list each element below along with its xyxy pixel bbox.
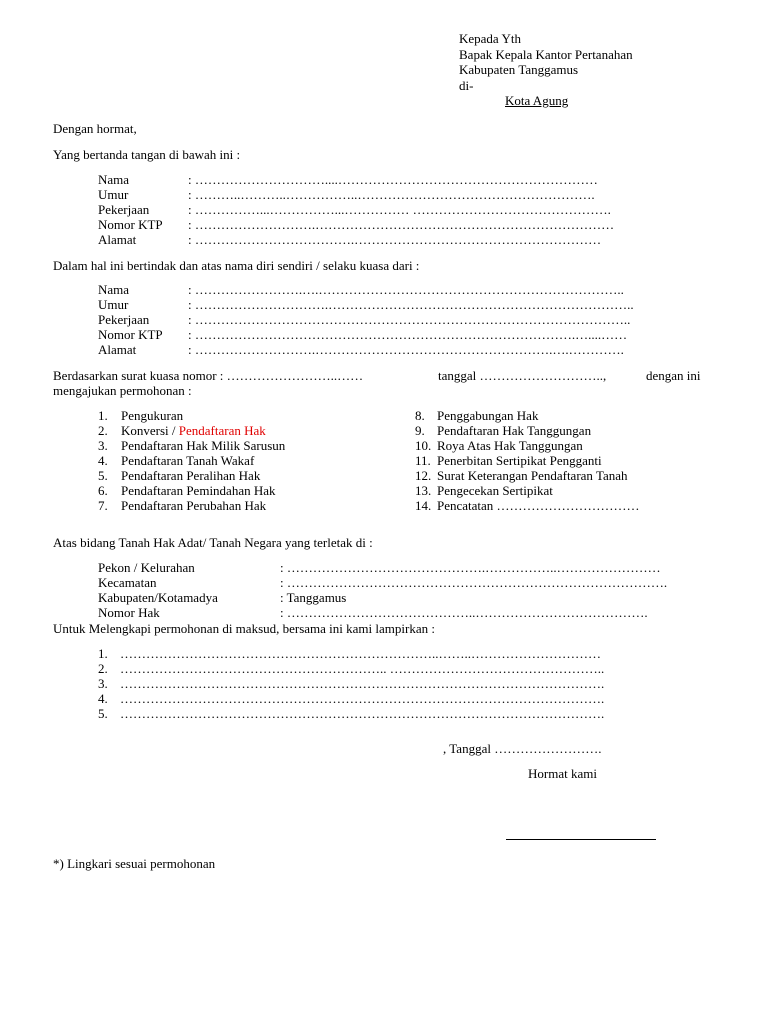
field-label: Nomor Hak — [98, 605, 160, 620]
field-label: Pekerjaan — [98, 312, 150, 327]
attachment-number: 1. — [98, 646, 108, 661]
service-label: Pendaftaran Pemindahan Hak — [121, 483, 276, 498]
service-number: 6. — [98, 483, 108, 498]
field-label: Nama — [98, 172, 130, 187]
basis-line-2: mengajukan permohonan : — [53, 383, 192, 398]
field-label: Kecamatan — [98, 575, 157, 590]
service-label: Pengukuran — [121, 408, 184, 423]
address-line-2: Bapak Kepala Kantor Pertanahan — [459, 46, 633, 62]
address-city: Kota Agung — [505, 93, 569, 108]
field-label: Nomor KTP — [98, 327, 163, 342]
field-label: Umur — [98, 187, 129, 202]
proxy-intro: Dalam hal ini bertindak dan atas nama diri sendiri / selaku kuasa dari : — [53, 258, 420, 273]
service-number: 12. — [415, 468, 432, 483]
intro-text: Yang bertanda tangan di bawah ini : — [53, 147, 241, 162]
attachment-number: 4. — [98, 691, 108, 706]
field-blank: : ……………………………………….……………..…………………… — [280, 560, 661, 575]
field-blank: : ………..………..……………..………………………………………………. — [188, 187, 595, 202]
signature-closing: Hormat kami — [528, 766, 597, 781]
service-label: Surat Keterangan Pendaftaran Tanah — [437, 468, 628, 483]
attachment-number: 2. — [98, 661, 108, 676]
field-blank: : ……………………………………………………………………………………….. — [188, 312, 631, 327]
field-label: Umur — [98, 297, 129, 312]
field-label: Nomor KTP — [98, 217, 163, 232]
attachment-intro: Untuk Melengkapi permohonan di maksud, bersama ini kami lampirkan : — [53, 621, 435, 636]
address-line-4: di- — [459, 77, 474, 93]
service-label: Pendaftaran Perubahan Hak — [121, 498, 267, 513]
field-label: Kabupaten/Kotamadya — [98, 590, 218, 605]
field-label: Pekon / Kelurahan — [98, 560, 195, 575]
address-line-3: Kabupaten Tanggamus — [459, 62, 579, 77]
service-number: 1. — [98, 408, 108, 423]
attachment-number: 3. — [98, 676, 108, 691]
signature-date-line: , Tanggal ……………………. — [443, 741, 602, 756]
field-blank: : ……………………….……………………………………………….….…………. — [188, 342, 624, 357]
address-line-1: Kepada Yth — [459, 31, 521, 46]
service-label-highlight: Pendaftaran Hak — [178, 423, 266, 438]
service-number: 8. — [415, 408, 425, 423]
field-label: Nama — [98, 282, 130, 297]
service-label: Roya Atas Hak Tanggungan — [437, 438, 583, 453]
attachment-blank: …………………………………………………………………………………………………. — [120, 676, 605, 691]
attachment-blank: ………………………………………………………………..……..………………………… — [120, 646, 601, 661]
field-blank: : ……………...……………...…………… ………………………………………. — [188, 202, 611, 217]
attachment-number: 5. — [98, 706, 108, 721]
service-label — [121, 423, 266, 438]
field-blank: : …………………………....…………………………………………………… — [188, 172, 598, 187]
field-blank: : …………………………………………………………………………….…....…… — [188, 327, 628, 342]
basis-part-1: Berdasarkan surat kuasa nomor : ……………………..…… — [53, 368, 364, 383]
field-blank: : ……………………………………..…………………………………. — [280, 605, 648, 620]
attachment-blank: …………………………………………………………………………………………………. — [120, 706, 605, 721]
service-number: 4. — [98, 453, 108, 468]
field-label: Alamat — [98, 342, 137, 357]
signature-line — [506, 839, 656, 840]
service-number: 2. — [98, 423, 108, 438]
field-blank: : ………………………….…………………………………………………………….. — [188, 297, 634, 312]
service-number: 5. — [98, 468, 108, 483]
field-blank: : ……………………………………………………………………………. — [280, 575, 668, 590]
service-label: Pencatatan …………………………… — [437, 498, 640, 513]
service-number: 10. — [415, 438, 432, 453]
service-number: 3. — [98, 438, 108, 453]
field-blank: : ……………………….…………………………………………………………… — [188, 217, 615, 232]
field-label: Pekerjaan — [98, 202, 150, 217]
field-value: : Tanggamus — [280, 590, 347, 605]
service-label: Penerbitan Sertipikat Pengganti — [437, 453, 602, 468]
service-label: Pendaftaran Peralihan Hak — [121, 468, 261, 483]
service-label: Penggabungan Hak — [437, 408, 539, 423]
recipient-address — [459, 31, 633, 109]
basis-part-2: tanggal ……………………….., — [438, 368, 607, 383]
footnote: *) Lingkari sesuai permohonan — [53, 856, 216, 871]
attachment-blank: …………………………………………………….. ………………………………………….. — [120, 661, 605, 676]
service-label: Pendaftaran Tanah Wakaf — [121, 453, 255, 468]
greeting: Dengan hormat, — [53, 121, 137, 136]
service-number: 14. — [415, 498, 432, 513]
basis-part-3: dengan ini — [646, 368, 701, 383]
land-intro: Atas bidang Tanah Hak Adat/ Tanah Negara yang terletak di : — [53, 535, 373, 550]
service-label-text: Konversi / — [121, 423, 179, 438]
service-label: Pendaftaran Hak Tanggungan — [437, 423, 592, 438]
field-blank: : ……………………………….………………………………………………… — [188, 232, 602, 247]
field-blank: : …………………….….…………………………………………………………….. — [188, 282, 624, 297]
service-label: Pendaftaran Hak Milik Sarusun — [121, 438, 286, 453]
service-number: 7. — [98, 498, 108, 513]
service-label: Pengecekan Sertipikat — [437, 483, 553, 498]
field-label: Alamat — [98, 232, 137, 247]
attachment-blank: …………………………………………………………………………………………………. — [120, 691, 605, 706]
service-number: 11. — [415, 453, 431, 468]
service-number: 13. — [415, 483, 432, 498]
service-number: 9. — [415, 423, 425, 438]
